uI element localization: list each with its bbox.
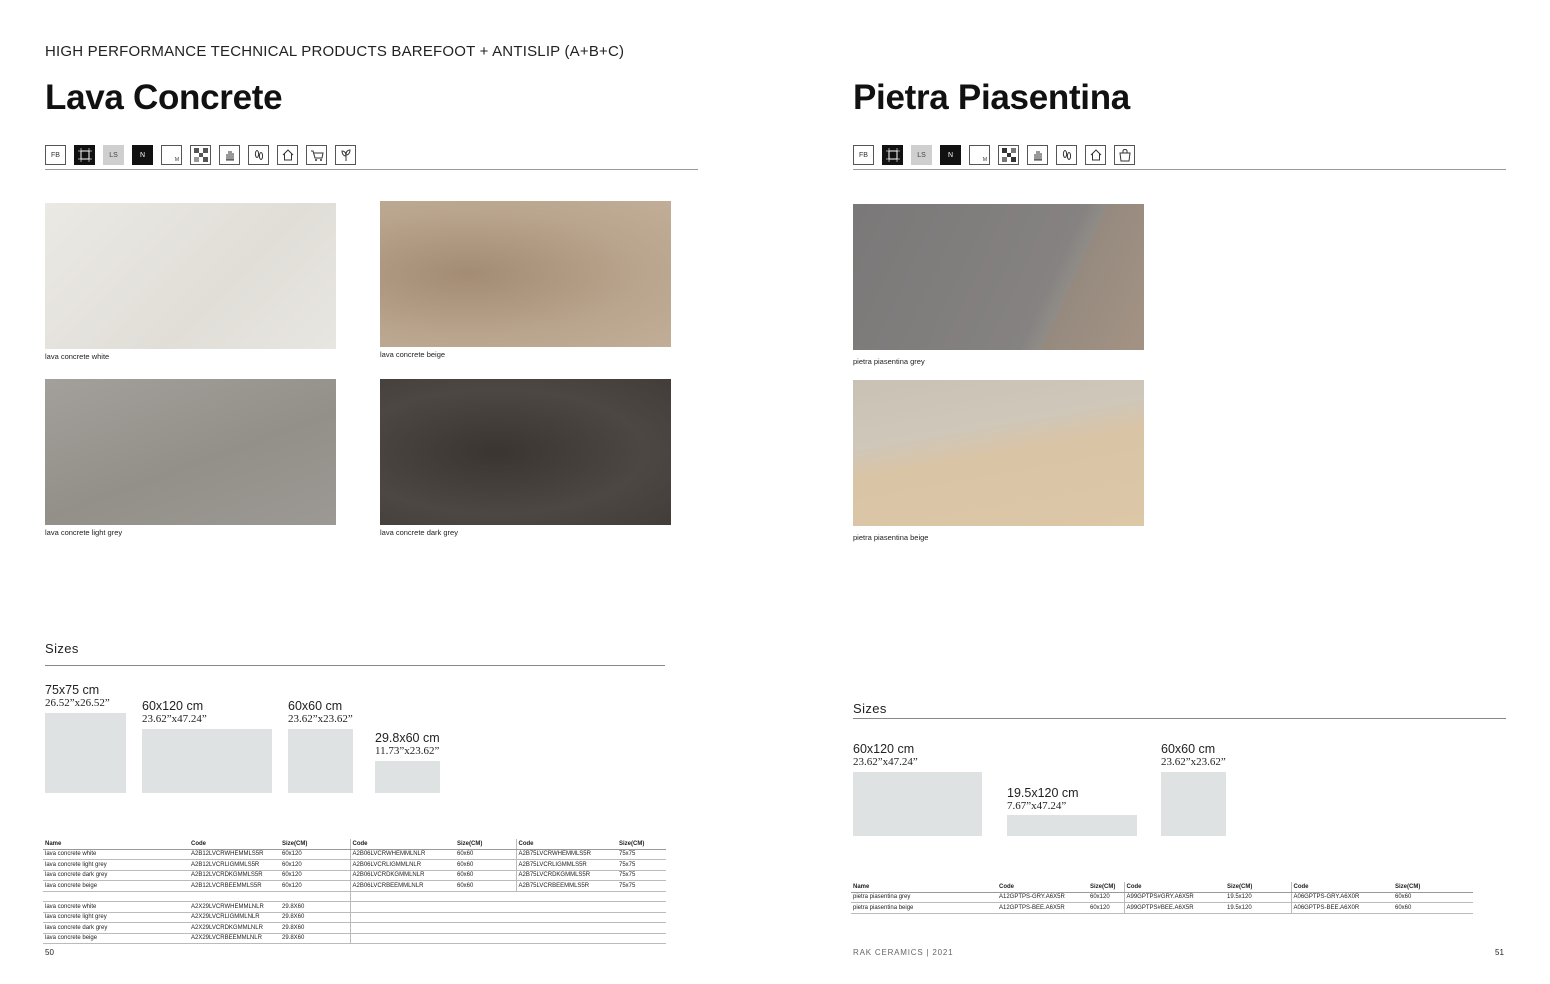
bag-icon	[1114, 145, 1135, 165]
feature-icon-row	[853, 145, 1135, 165]
size-inches: 11.73”x23.62”	[375, 745, 440, 757]
checker-icon	[998, 145, 1019, 165]
fb-icon: FB	[45, 145, 66, 165]
swatch-label: pietra piasentina beige	[853, 533, 929, 542]
footprint-icon	[248, 145, 269, 165]
table-row: pietra piasentina beige A12GPTPS-BEE.A6X5R 60x120 A99GPTPS#BEE.A6X5R 19.5x120 A06GPTPS-BEE.A6X0R 60x60	[851, 903, 1473, 914]
size-label: 75x75 cm	[45, 683, 100, 697]
swatch-lava-concrete-light-grey	[45, 379, 336, 525]
column-header: Code	[516, 839, 617, 849]
size-inches: 23.62”x47.24”	[142, 713, 207, 725]
ls-icon: LS	[103, 145, 124, 165]
divider	[45, 169, 698, 170]
feature-icon-row	[45, 145, 356, 165]
size-diagram-19.5x120	[1007, 815, 1137, 836]
sizes-heading: Sizes	[45, 641, 79, 656]
column-header: Size(CM)	[1088, 882, 1124, 892]
size-inches: 7.67”x47.24”	[1007, 800, 1067, 812]
column-header: Code	[1291, 882, 1393, 892]
footprint-icon	[1056, 145, 1077, 165]
swatch-label: lava concrete dark grey	[380, 528, 458, 537]
column-header: Code	[1124, 882, 1225, 892]
sizes-heading: Sizes	[853, 701, 887, 716]
size-inches: 23.62”x23.62”	[288, 713, 353, 725]
table-row: lava concrete dark grey A2X29LVCRDKGMMLNLR 29.8X60	[43, 923, 666, 934]
section-header: HIGH PERFORMANCE TECHNICAL PRODUCTS BAREFOOT + ANTISLIP (A+B+C)	[45, 43, 625, 60]
divider	[853, 169, 1506, 170]
column-header: Size(CM)	[280, 839, 350, 849]
divider	[853, 718, 1506, 719]
swatch-lava-concrete-white	[45, 203, 336, 349]
hand-icon	[1027, 145, 1048, 165]
swatch-label: lava concrete light grey	[45, 528, 123, 537]
table-row: lava concrete dark grey A2B12LVCRDKGMMLS5R 60x120 A2B06LVCRDKGMMLNLR 60x60 A2B75LVCRDKGMMLS5R 75x75	[43, 870, 666, 881]
size-label: 60x120 cm	[142, 699, 204, 713]
swatch-label: lava concrete white	[45, 352, 110, 361]
table-row: pietra piasentina grey A12GPTPS-GRY.A6X5R 60x120 A99GPTPS#GRY.A6X5R 19.5x120 A06GPTPS-GRY.A6X0R 60x60	[851, 892, 1473, 903]
page-number: 50	[45, 948, 54, 957]
size-diagram-75x75	[45, 713, 126, 793]
swatch-label: pietra piasentina grey	[853, 357, 925, 366]
footer-brand: RAK CERAMICS | 2021	[853, 948, 954, 957]
m-icon: M	[969, 145, 990, 165]
n-icon: N	[940, 145, 961, 165]
column-header: Size(CM)	[455, 839, 516, 849]
column-header: Size(CM)	[617, 839, 666, 849]
table-row: lava concrete beige A2B12LVCRBEEMMLS5R 60x120 A2B06LVCRBEEMMLNLR 60x60 A2B75LVCRBEEMMLS5R 75x75	[43, 881, 666, 892]
table-spacer-row	[43, 891, 666, 902]
size-inches: 23.62”x47.24”	[853, 756, 918, 768]
column-header: Size(CM)	[1393, 882, 1473, 892]
swatch-pietra-piasentina-beige	[853, 380, 1144, 526]
column-header: Code	[350, 839, 455, 849]
swatch-lava-concrete-dark-grey	[380, 379, 671, 525]
ls-icon: LS	[911, 145, 932, 165]
n-icon: N	[132, 145, 153, 165]
swatch-label: lava concrete beige	[380, 350, 446, 359]
size-diagram-29.8x60	[375, 761, 440, 793]
size-label: 29.8x60 cm	[375, 731, 440, 745]
table-row: lava concrete white A2X29LVCRWHEMMLNLR 29.8X60	[43, 902, 666, 913]
size-diagram-60x120	[142, 729, 272, 793]
table-row: lava concrete light grey A2X29LVCRLIGMMLNLR 29.8X60	[43, 912, 666, 923]
page-number: 51	[1495, 948, 1504, 957]
table-header-row	[43, 839, 666, 849]
home-icon	[277, 145, 298, 165]
column-header: Code	[997, 882, 1088, 892]
column-header: Name	[43, 839, 189, 849]
home-icon	[1085, 145, 1106, 165]
m-icon: M	[161, 145, 182, 165]
size-diagram-60x60	[288, 729, 353, 793]
table-row: lava concrete white A2B12LVCRWHEMMLS5R 60x120 A2B06LVCRWHEMMLNLR 60x60 A2B75LVCRWHEMMLS5R 75x75	[43, 849, 666, 860]
size-label: 60x60 cm	[1161, 742, 1216, 756]
spec-table	[43, 839, 666, 944]
plant-icon	[335, 145, 356, 165]
cart-icon	[306, 145, 327, 165]
column-header: Size(CM)	[1225, 882, 1291, 892]
table-header-row	[851, 882, 1473, 892]
product-title: Pietra Piasentina	[853, 78, 1130, 117]
size-label: 60x60 cm	[288, 699, 343, 713]
spec-table	[851, 882, 1473, 914]
table-row: lava concrete light grey A2B12LVCRLIGMMLS5R 60x120 A2B06LVCRLIGMMLNLR 60x60 A2B75LVCRLIGMMLS5R 75x75	[43, 860, 666, 871]
size-label: 60x120 cm	[853, 742, 915, 756]
size-inches: 23.62”x23.62”	[1161, 756, 1226, 768]
divider	[45, 665, 665, 666]
column-header: Code	[189, 839, 280, 849]
hand-icon	[219, 145, 240, 165]
frame-icon	[882, 145, 903, 165]
swatch-lava-concrete-beige	[380, 201, 671, 347]
swatch-pietra-piasentina-grey	[853, 204, 1144, 350]
right-page	[775, 0, 1550, 984]
fb-icon: FB	[853, 145, 874, 165]
table-row: lava concrete beige A2X29LVCRBEEMMLNLR 29.8X60	[43, 933, 666, 944]
size-diagram-60x60	[1161, 772, 1226, 836]
frame-icon	[74, 145, 95, 165]
size-inches: 26.52”x26.52”	[45, 697, 110, 709]
product-title: Lava Concrete	[45, 78, 283, 117]
column-header: Name	[851, 882, 997, 892]
checker-icon	[190, 145, 211, 165]
size-diagram-60x120	[853, 772, 982, 836]
size-label: 19.5x120 cm	[1007, 786, 1079, 800]
